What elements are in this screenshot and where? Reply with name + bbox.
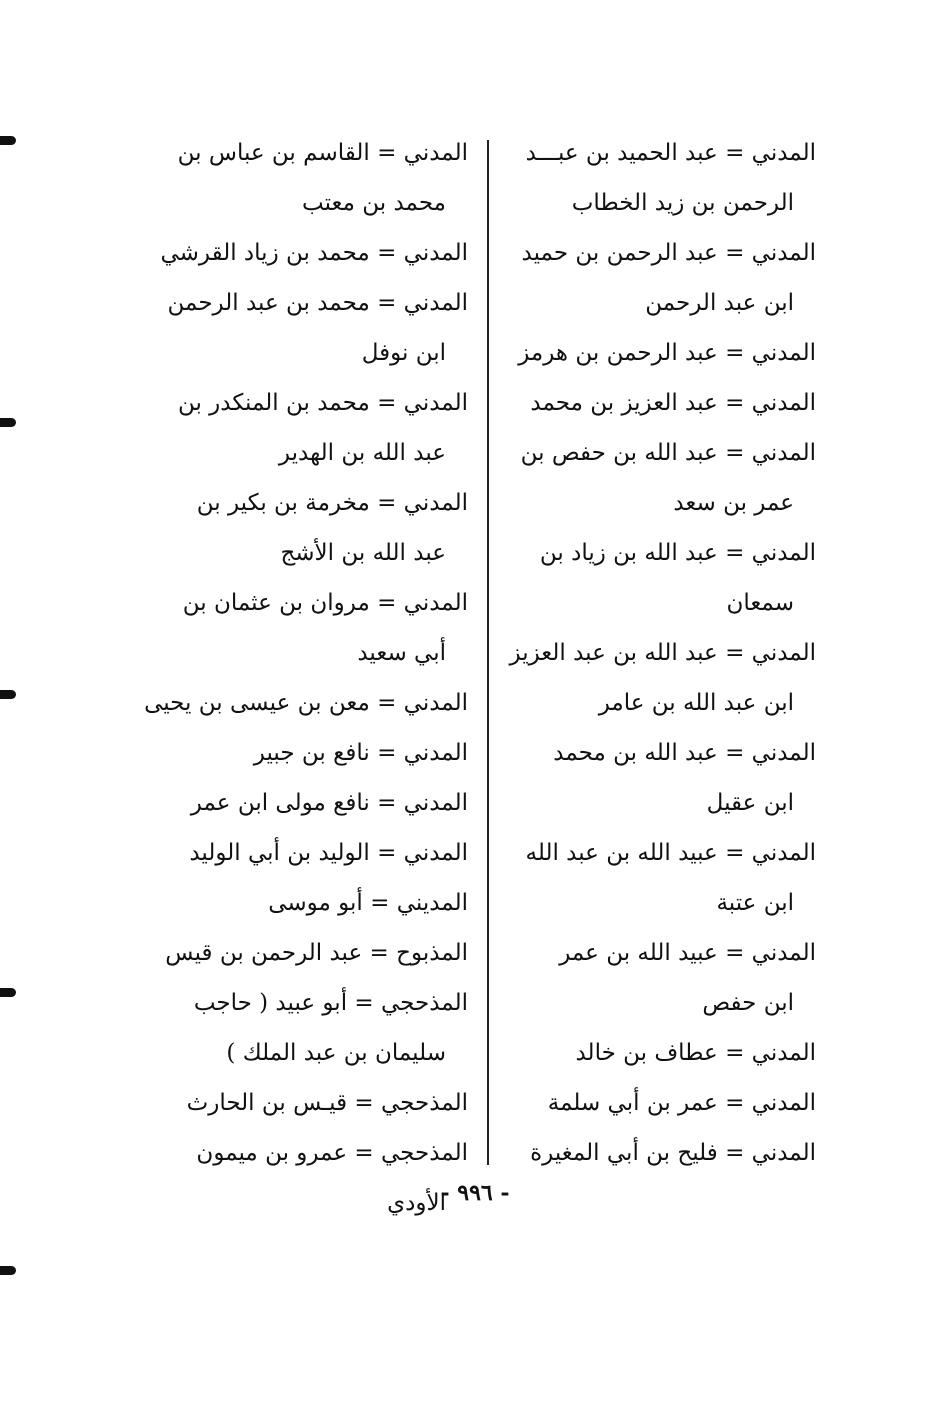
entry-line: المدني = القاسم بن عباس بن [177, 140, 468, 166]
entry-line: المدني = الوليد بن أبي الوليد [189, 840, 468, 866]
entry-continuation: ابن عتبة [716, 890, 794, 916]
entry-continuation: ابن عبد الرحمن [645, 290, 794, 316]
entry-line: المدني = عبد الله بن حفص بن [520, 440, 816, 466]
entry-line: المدني = معن بن عيسى بن يحيى [144, 690, 468, 716]
binding-mark [0, 136, 16, 145]
entry-continuation: الأودي [387, 1190, 446, 1216]
entry-continuation: ابن حفص [702, 990, 794, 1016]
entry-line: المذبوح = عبد الرحمن بن قيس [165, 940, 468, 966]
entry-continuation: سليمان بن عبد الملك ) [226, 1040, 446, 1066]
entry-line: المدني = عطاف بن خالد [575, 1040, 816, 1066]
entry-line: المدني = عبد العزيز بن محمد [530, 390, 816, 416]
entry-line: المدني = عمر بن أبي سلمة [547, 1090, 816, 1116]
entry-line: المدني = عبد الله بن عبد العزيز [509, 640, 816, 666]
entry-continuation: سمعان [726, 590, 794, 616]
entry-line: المديني = أبو موسى [268, 890, 468, 916]
binding-mark [0, 1266, 16, 1275]
entry-continuation: ابن عبد الله بن عامر [598, 690, 794, 716]
entry-line: المذحجي = قيـس بن الحارث [186, 1090, 468, 1116]
entry-line: المذحجي = عمرو بن ميمون [196, 1140, 468, 1166]
entry-line: المدني = عبد الرحمن بن هرمز [518, 340, 816, 366]
entry-line: المدني = نافع مولى ابن عمر [190, 790, 468, 816]
entry-continuation: عبد الله بن الأشج [280, 540, 446, 566]
entry-line: المدني = عبد الله بن محمد [553, 740, 816, 766]
entry-line: المدني = محمد بن عبد الرحمن [167, 290, 468, 316]
entry-line: المدني = عبد الله بن زياد بن [539, 540, 816, 566]
entry-line: المدني = عبد الرحمن بن حميد [521, 240, 816, 266]
left-column [144, 128, 468, 1228]
entry-continuation: محمد بن معتب [301, 190, 446, 216]
entry-line: المدني = محمد بن المنكدر بن [177, 390, 468, 416]
entry-line: المدني = نافع بن جبير [253, 740, 468, 766]
entry-continuation: عبد الله بن الهدير [278, 440, 446, 466]
entry-line: المدني = عبيد الله بن عمر [559, 940, 816, 966]
entry-continuation: الرحمن بن زيد الخطاب [571, 190, 794, 216]
entry-line: المدني = عبد الحميد بن عبـــد [525, 140, 816, 166]
entry-line: المذحجي = أبو عبيد ( حاجب [193, 990, 468, 1016]
binding-mark [0, 988, 16, 997]
entry-line: المدني = مخرمة بن بكير بن [196, 490, 468, 516]
entry-line: المدني = مروان بن عثمان بن [182, 590, 468, 616]
entry-line: المدني = فليح بن أبي المغيرة [530, 1140, 816, 1166]
entry-continuation: ابن عقيل [706, 790, 794, 816]
binding-mark [0, 690, 16, 699]
entry-line: المدني = محمد بن زياد القرشي [160, 240, 468, 266]
page-number: - ٩٩٦ - [440, 1180, 510, 1206]
entry-line: المدني = عبيد الله بن عبد الله [525, 840, 816, 866]
binding-mark [0, 418, 16, 427]
right-column [498, 128, 816, 1178]
entry-continuation: عمر بن سعد [673, 490, 794, 516]
entry-continuation: أبي سعيد [357, 640, 446, 666]
entry-continuation: ابن نوفل [361, 340, 446, 366]
column-divider [487, 140, 489, 1165]
